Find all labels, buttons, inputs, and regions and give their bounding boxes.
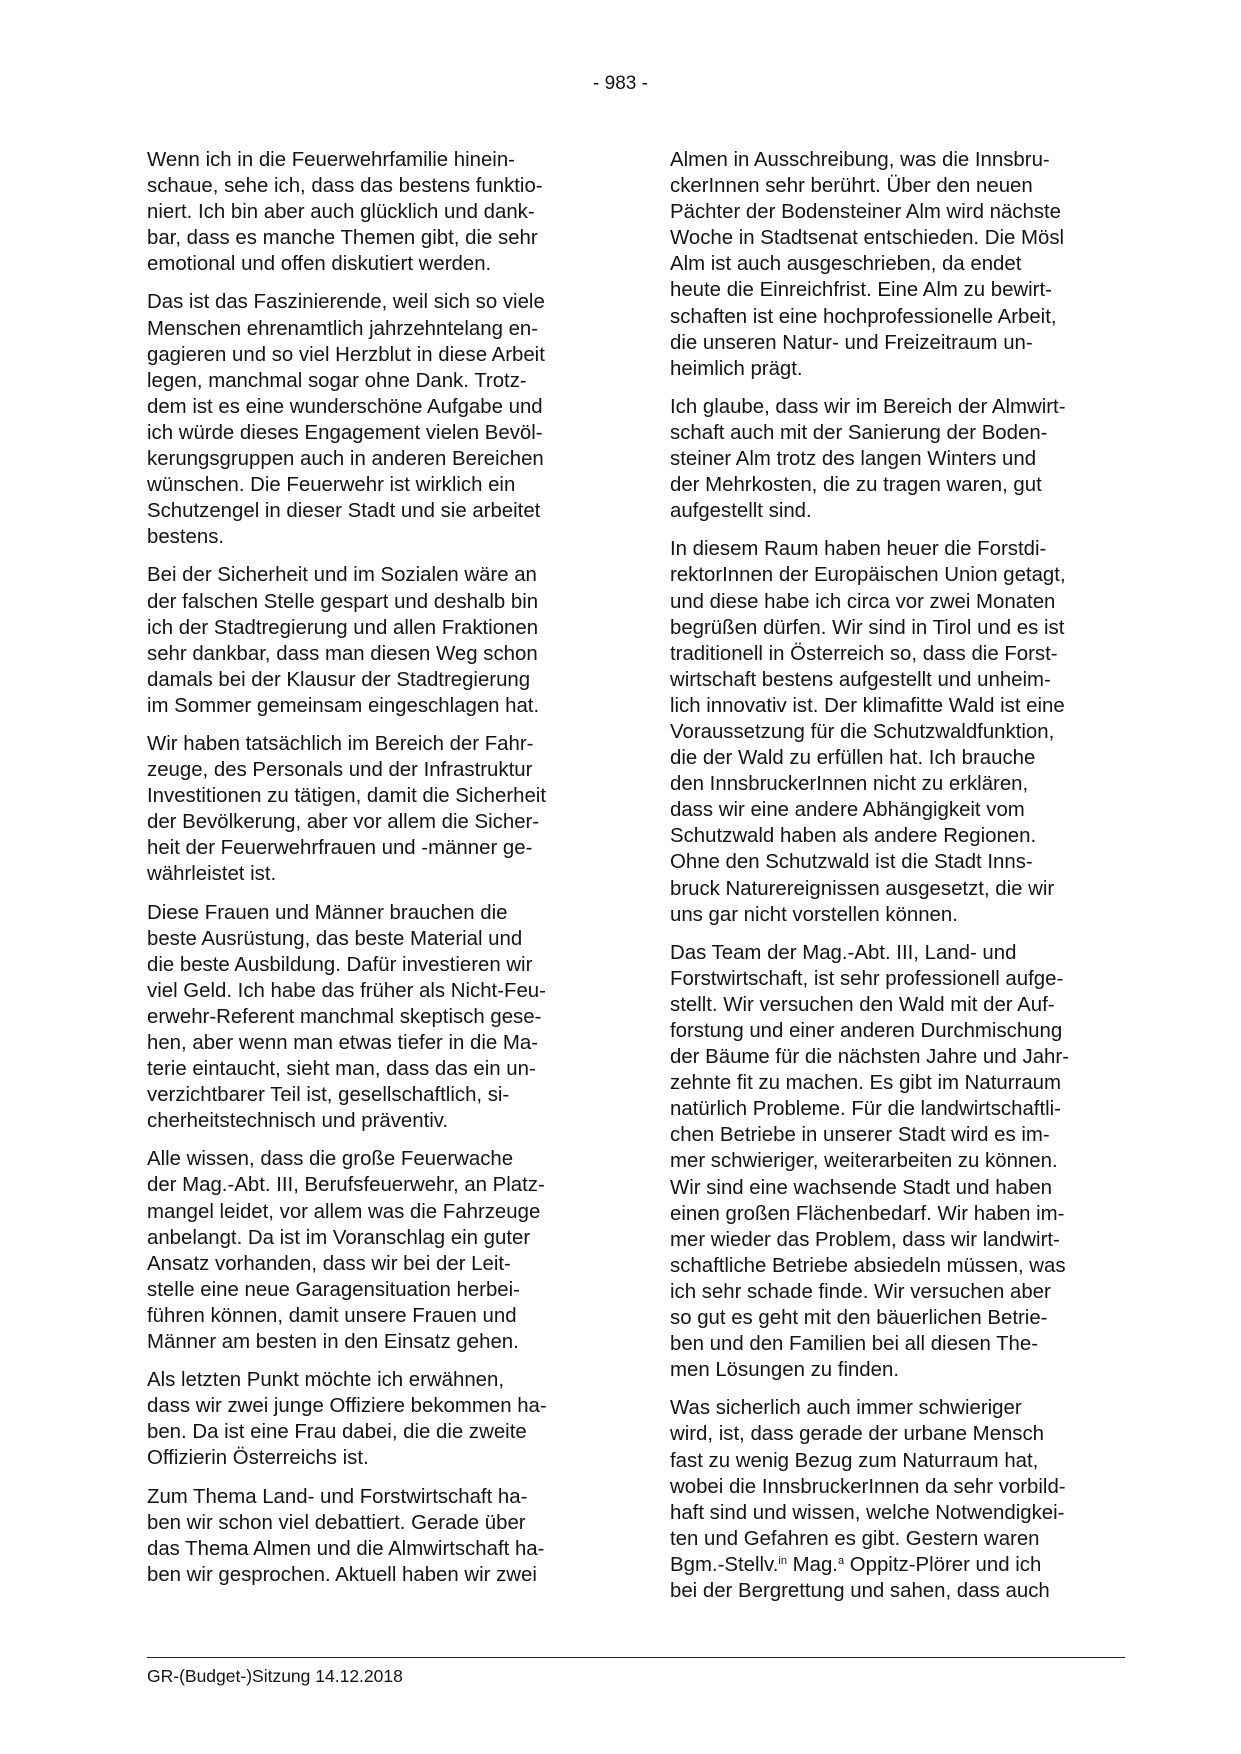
text-line: stellt. Wir versuchen den Wald mit der Auf- xyxy=(670,993,1055,1016)
text-line: legen, manchmal sogar ohne Dank. Trotz- xyxy=(147,369,527,392)
left-column xyxy=(147,147,595,1600)
text-line: Ohne den Schutzwald ist die Stadt Inns- xyxy=(670,851,1033,874)
text-line: wünschen. Die Feuerwehr ist wirklich ein xyxy=(147,474,516,497)
text-line: Schutzengel in dieser Stadt und sie arbeitet xyxy=(147,500,541,523)
text-line: der Bäume für die nächsten Jahre und Jahr- xyxy=(670,1046,1069,1069)
paragraph xyxy=(670,536,1118,927)
text-line: einen großen Flächenbedarf. Wir haben im- xyxy=(670,1202,1065,1225)
text-line: Voraussetzung für die Schutzwaldfunktion, xyxy=(670,720,1055,743)
text-line: ben und den Familien bei all diesen The- xyxy=(670,1333,1039,1356)
text-line: der falschen Stelle gespart und deshalb bin xyxy=(147,590,539,613)
paragraph xyxy=(147,289,595,550)
text-fragment: Mag. xyxy=(786,1553,838,1576)
text-line: mer wieder das Problem, dass wir landwirt- xyxy=(670,1228,1060,1251)
text-line: schaft auch mit der Sanierung der Boden- xyxy=(670,421,1048,444)
text-line: begrüßen dürfen. Wir sind in Tirol und es ist xyxy=(670,616,1065,639)
text-line: bei der Bergrettung und sahen, dass auch xyxy=(670,1579,1050,1602)
text-fragment: Oppitz-Plörer und ich xyxy=(844,1553,1042,1576)
text-line: wirtschaft bestens aufgestellt und unheim- xyxy=(670,668,1051,691)
text-line: erwehr-Referent manchmal skeptisch gese- xyxy=(147,1005,542,1028)
text-line: aufgestellt sind. xyxy=(670,500,812,523)
footer-session-label: GR-(Budget-)Sitzung 14.12.2018 xyxy=(147,1666,403,1686)
text-line: Alle wissen, dass die große Feuerwache xyxy=(147,1148,514,1171)
text-line: mer schwieriger, weiterarbeiten zu können. xyxy=(670,1150,1058,1173)
text-line: so gut es geht mit den bäuerlichen Betrie- xyxy=(670,1307,1048,1330)
text-line: dem ist es eine wunderschöne Aufgabe und xyxy=(147,395,543,418)
text-line: stelle eine neue Garagensituation herbei- xyxy=(147,1278,520,1301)
text-line: Zum Thema Land- und Forstwirtschaft ha- xyxy=(147,1485,528,1508)
paragraph xyxy=(670,147,1118,382)
page-number: - 983 - xyxy=(593,73,648,94)
text-line: der Bevölkerung, aber vor allem die Sicher- xyxy=(147,811,540,834)
text-line: im Sommer gemeinsam eingeschlagen hat. xyxy=(147,694,540,717)
text-line: mangel leidet, vor allem was die Fahrzeuge xyxy=(147,1200,541,1223)
text-line: den InnsbruckerInnen nicht zu erklären, xyxy=(670,773,1029,796)
text-line: heit der Feuerwehrfrauen und -männer ge- xyxy=(147,837,533,860)
paragraph xyxy=(670,1395,1118,1604)
text-line: kerungsgruppen auch in anderen Bereichen xyxy=(147,448,544,471)
text-line: forstung und einer anderen Durchmischung xyxy=(670,1020,1063,1042)
text-line: Ansatz vorhanden, dass wir bei der Leit- xyxy=(147,1252,511,1275)
paragraph xyxy=(670,394,1118,524)
text-fragment: Bgm.-Stellv. xyxy=(670,1553,779,1576)
text-line: schaftliche Betriebe absiedeln müssen, was xyxy=(670,1254,1066,1277)
text-line: ich der Stadtregierung und allen Fraktionen xyxy=(147,616,539,639)
text-line: Offizierin Österreichs ist. xyxy=(147,1447,369,1470)
text-line: steiner Alm trotz des langen Winters und xyxy=(670,448,1037,471)
text-line: chen Betriebe in unserer Stadt wird es im- xyxy=(670,1124,1050,1147)
paragraph xyxy=(147,147,595,277)
paragraph xyxy=(670,940,1118,1384)
text-line: Wir haben tatsächlich im Bereich der Fahr- xyxy=(147,732,534,755)
paragraph xyxy=(147,731,595,888)
text-line: zeuge, des Personals und der Infrastruktur xyxy=(147,759,533,782)
text-line: bar, dass es manche Themen gibt, die sehr xyxy=(147,227,538,250)
text-line: uns gar nicht vorstellen können. xyxy=(670,903,958,926)
text-line: die unseren Natur- und Freizeitraum un- xyxy=(670,331,1033,354)
superscript: in xyxy=(778,1554,787,1567)
text-line: Als letzten Punkt möchte ich erwähnen, xyxy=(147,1369,505,1392)
right-column xyxy=(670,147,1118,1616)
text-line: haft sind und wissen, welche Notwendigkei- xyxy=(670,1501,1065,1524)
footer-divider xyxy=(147,1657,1125,1658)
text-line: anbelangt. Da ist im Voranschlag ein guter xyxy=(147,1226,531,1249)
text-line: Das ist das Faszinierende, weil sich so viele xyxy=(147,291,545,314)
text-line: währleistet ist. xyxy=(147,863,277,886)
text-line: die der Wald zu erfüllen hat. Ich brauche xyxy=(670,747,1036,770)
text-line: Schutzwald haben als andere Regionen. xyxy=(670,825,1037,848)
paragraph xyxy=(147,1484,595,1588)
text-line: ich würde dieses Engagement vielen Bevöl- xyxy=(147,421,543,444)
text-line: Das Team der Mag.-Abt. III, Land- und xyxy=(670,941,1017,964)
text-line: beste Ausrüstung, das beste Material und xyxy=(147,927,523,950)
paragraph xyxy=(147,900,595,1135)
text-line: ckerInnen sehr berührt. Über den neuen xyxy=(670,175,1033,198)
text-line: Investitionen zu tätigen, damit die Sicherheit xyxy=(147,785,546,808)
text-line: Alm ist auch ausgeschrieben, da endet xyxy=(670,253,1022,276)
text-line: Wenn ich in die Feuerwehrfamilie hinein- xyxy=(147,149,515,171)
text-line: ten und Gefahren es gibt. Gestern waren xyxy=(670,1527,1040,1550)
text-line: der Mehrkosten, die zu tragen waren, gut xyxy=(670,474,1042,497)
text-line: ben wir schon viel debattiert. Gerade über xyxy=(147,1511,526,1534)
text-line: und diese habe ich circa vor zwei Monaten xyxy=(670,590,1056,613)
text-line: heute die Einreichfrist. Eine Alm zu bewirt- xyxy=(670,279,1052,302)
text-line: In diesem Raum haben heuer die Forstdi- xyxy=(670,538,1047,561)
text-line: wird, ist, dass gerade der urbane Mensch xyxy=(670,1423,1045,1446)
paragraph xyxy=(147,562,595,719)
text-line: Wir sind eine wachsende Stadt und haben xyxy=(670,1176,1053,1199)
text-line: natürlich Probleme. Für die landwirtschaftli- xyxy=(670,1098,1061,1121)
text-line: Männer am besten in den Einsatz gehen. xyxy=(147,1331,519,1354)
text-line: verzichtbarer Teil ist, gesellschaftlich, si- xyxy=(147,1084,510,1107)
text-line: sehr dankbar, dass man diesen Weg schon xyxy=(147,642,538,665)
text-line: schaue, sehe ich, dass das bestens funktio- xyxy=(147,175,543,198)
text-line: fast zu wenig Bezug zum Naturraum hat, xyxy=(670,1449,1039,1472)
text-line: emotional und offen diskutiert werden. xyxy=(147,253,492,276)
text-line: dass wir zwei junge Offiziere bekommen ha- xyxy=(147,1395,547,1418)
text-line: Menschen ehrenamtlich jahrzehntelang en- xyxy=(147,317,539,340)
paragraph xyxy=(147,1367,595,1471)
text-line: Forstwirtschaft, ist sehr professionell aufge- xyxy=(670,967,1064,990)
text-line: terie eintaucht, sieht man, dass das ein un- xyxy=(147,1058,536,1081)
text-line: damals bei der Klausur der Stadtregierung xyxy=(147,668,531,691)
text-line: Woche in Stadtsenat entschieden. Die Mösl xyxy=(670,227,1065,250)
paragraph xyxy=(147,1146,595,1355)
text-line: gagieren und so viel Herzblut in diese Arbeit xyxy=(147,343,545,366)
superscript: a xyxy=(837,1554,845,1567)
text-line: ben wir gesprochen. Aktuell haben wir zwei xyxy=(147,1563,537,1586)
text-line: ben. Da ist eine Frau dabei, die die zweite xyxy=(147,1421,527,1444)
text-line: hen, aber wenn man etwas tiefer in die Ma- xyxy=(147,1032,539,1054)
text-line: Was sicherlich auch immer schwieriger xyxy=(670,1397,1022,1420)
text-line: men Lösungen zu finden. xyxy=(670,1359,899,1382)
text-line: wobei die InnsbruckerInnen da sehr vorbild- xyxy=(670,1475,1066,1498)
text-line: Pächter der Bodensteiner Alm wird nächste xyxy=(670,201,1062,224)
text-line: Almen in Ausschreibung, was die Innsbru- xyxy=(670,149,1050,171)
text-line: bruck Naturereignissen ausgesetzt, die wir xyxy=(670,877,1055,900)
text-line: führen können, damit unsere Frauen und xyxy=(147,1304,517,1327)
text-line: die beste Ausbildung. Dafür investieren wir xyxy=(147,953,533,976)
text-line: bestens. xyxy=(147,526,225,549)
text-line: viel Geld. Ich habe das früher als Nicht-Feu- xyxy=(147,979,546,1002)
text-line: Ich glaube, dass wir im Bereich der Almwirt- xyxy=(670,395,1066,418)
text-line: dass wir eine andere Abhängigkeit vom xyxy=(670,799,1025,822)
text-line: rektorInnen der Europäischen Union getagt, xyxy=(670,564,1066,587)
text-line: niert. Ich bin aber auch glücklich und dank- xyxy=(147,201,535,224)
text-line: Diese Frauen und Männer brauchen die xyxy=(147,901,508,924)
text-line: schaften ist eine hochprofessionelle Arbeit, xyxy=(670,305,1057,328)
text-line: zehnte fit zu machen. Es gibt im Naturraum xyxy=(670,1072,1061,1095)
text-line: Bei der Sicherheit und im Sozialen wäre an xyxy=(147,564,537,587)
text-line: traditionell in Österreich so, dass die Forst- xyxy=(670,642,1058,665)
text-line: lich innovativ ist. Der klimafitte Wald ist eine xyxy=(670,694,1065,717)
text-line: der Mag.-Abt. III, Berufsfeuerwehr, an Platz- xyxy=(147,1174,545,1197)
text-line: das Thema Almen und die Almwirtschaft ha- xyxy=(147,1537,545,1560)
text-line xyxy=(670,1552,1118,1578)
text-line: cherheitstechnisch und präventiv. xyxy=(147,1110,449,1133)
text-line: heimlich prägt. xyxy=(670,357,803,380)
text-line: ich sehr schade finde. Wir versuchen aber xyxy=(670,1280,1051,1303)
